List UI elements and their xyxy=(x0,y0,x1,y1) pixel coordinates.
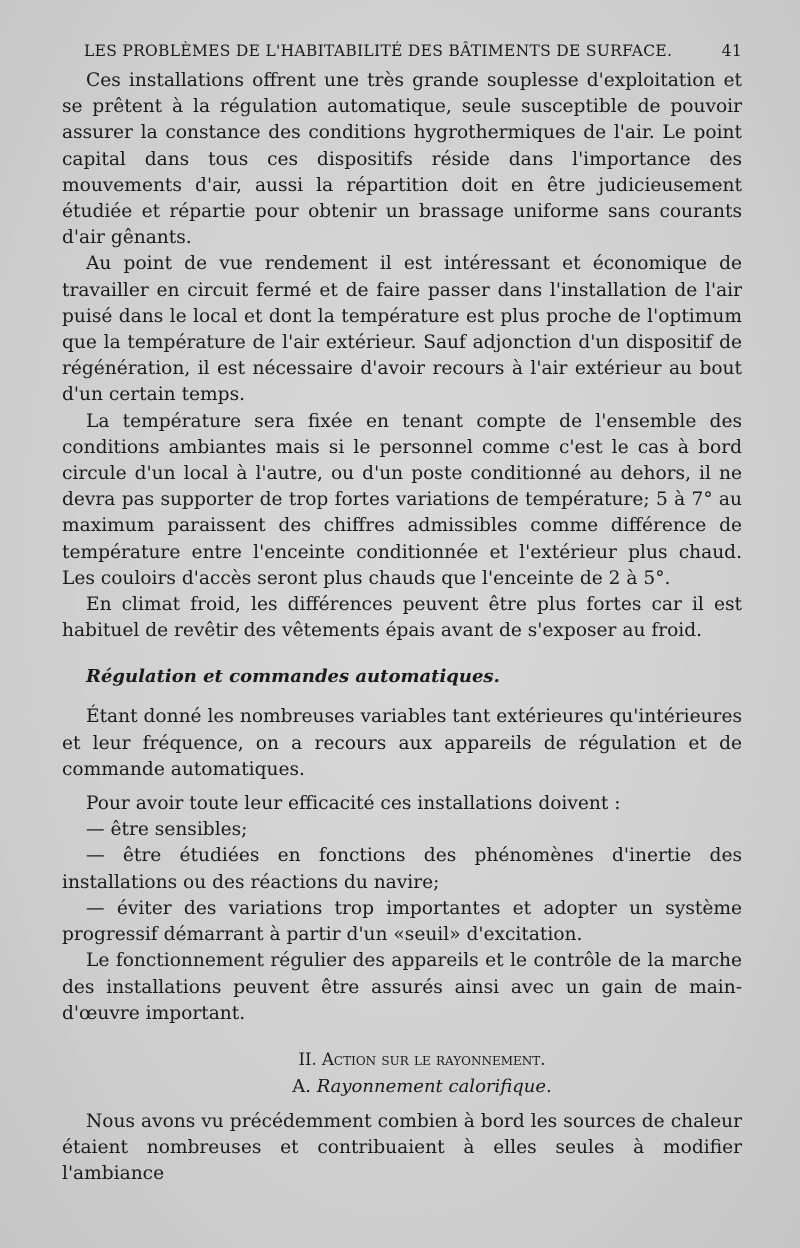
paragraph-fonctionnement: Le fonctionnement régulier des appareils et le contrôle de la marche des installations peuvent être assurés ainsi avec un gain de main-d'œuvre important. xyxy=(62,950,742,1024)
heading-action-rayonnement: II. Action sur le rayonnement. xyxy=(298,1049,546,1069)
heading-title: Rayonnement calorifique. xyxy=(316,1075,552,1097)
running-head xyxy=(84,34,742,68)
paragraph-efficacite: Pour avoir toute leur efficacité ces installations doivent : xyxy=(86,793,621,815)
heading-rayonnement-calorifique xyxy=(62,1073,742,1101)
paragraph-climat-froid: En climat froid, les différences peuvent être plus fortes car il est habituel de revêtir des vêtements épais avant de s'exposer au froid. xyxy=(62,594,742,642)
list-item-sensibles: — être sensibles; xyxy=(86,819,248,841)
paragraph-variables: Étant donné les nombreuses variables tant extérieures qu'intérieures et leur fréquence, on a recours aux appareils de régulation et de commande automatiques. xyxy=(62,706,742,780)
paragraph-installations: Ces installations offrent une très grande souplesse d'exploitation et se prêtent à la régulation automatique, seule susceptible de pouvoir assurer la constance des conditions hygrothermiques de l'air. Le point capital dans tous ces dispositifs réside dans l'importance des mouvements d'air, aussi la répartition doit en être judicieusement étudiée et répartie pour obtenir un brassage uniforme sans courants d'air gênants. xyxy=(62,70,742,249)
section-title-regulation: Régulation et commandes automatiques. xyxy=(86,666,500,688)
page-number: 41 xyxy=(721,42,742,60)
heading-letter: A. xyxy=(292,1075,317,1097)
paragraph-rendement: Au point de vue rendement il est intéressant et économique de travailler en circuit fermé et de faire passer dans l'installation de l'air puisé dans le local et dont la température est plus proche de l'optimum que la température de l'air extérieur. Sauf adjonction d'un dispositif de régénération, il est nécessaire d'avoir recours à l'air extérieur au bout d'un certain temps. xyxy=(62,253,742,406)
list-item-inertie: — être étudiées en fonctions des phénomènes d'inertie des installations ou des réactions du navire; xyxy=(62,845,742,893)
book-page xyxy=(62,34,742,1188)
paragraph-temperature: La température sera fixée en tenant compte de l'ensemble des conditions ambiantes mais si le personnel comme c'est le cas à bord circule d'un local à l'autre, ou d'un poste conditionné au dehors, il ne devra pas supporter de trop fortes variations de température; 5 à 7° au maximum paraissent des chiffres admissibles comme différence de température entre l'enceinte conditionnée et l'extérieur plus chaud. Les couloirs d'accès seront plus chauds que l'enceinte de 2 à 5°. xyxy=(62,410,742,589)
list-item-seuil: — éviter des variations trop importantes et adopter un système progressif démarrant à partir d'un «seuil» d'excitation. xyxy=(62,897,742,946)
paragraph-sources-chaleur: Nous avons vu précédemment combien à bord les sources de chaleur étaient nombreuses et contribuaient à elles seules à modifier l'ambiance xyxy=(62,1110,742,1185)
running-title: LES PROBLÈMES DE L'HABITABILITÉ DES BÂTIMENTS DE SURFACE. xyxy=(84,42,673,60)
